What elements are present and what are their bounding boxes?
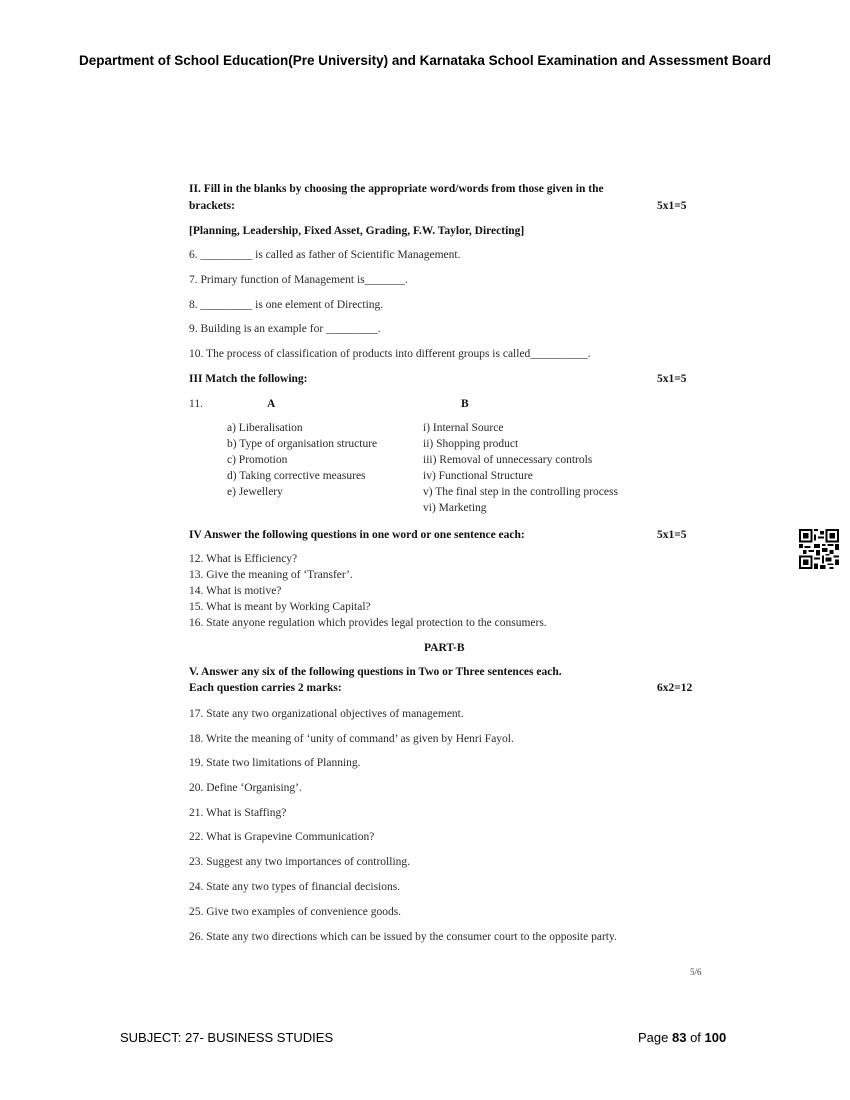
section5-title-line1: V. Answer any six of the following questions in Two or Three sentences each. xyxy=(189,666,562,678)
question-16: 16. State anyone regulation which provides legal protection to the consumers. xyxy=(189,617,547,629)
match-column-a-header: A xyxy=(267,398,276,410)
question-15: 15. What is meant by Working Capital? xyxy=(189,601,371,613)
section2-options: [Planning, Leadership, Fixed Asset, Grading, F.W. Taylor, Directing] xyxy=(189,225,525,237)
question-7: 7. Primary function of Management is_______. xyxy=(189,274,408,286)
question-18: 18. Write the meaning of ‘unity of command’ as given by Henri Fayol. xyxy=(189,733,514,745)
match-a-item: c) Promotion xyxy=(227,454,288,466)
footer-page-prefix: Page xyxy=(638,1030,672,1045)
section2-title-line2: brackets: xyxy=(189,200,235,212)
question-13: 13. Give the meaning of ‘Transfer’. xyxy=(189,569,353,581)
question-9: 9. Building is an example for _________. xyxy=(189,323,381,335)
section5-title-line2: Each question carries 2 marks: xyxy=(189,682,342,694)
part-b-heading: PART-B xyxy=(424,642,465,654)
footer-page-of: of xyxy=(686,1030,705,1045)
section4-title: IV Answer the following questions in one word or one sentence each: xyxy=(189,529,525,541)
question-14: 14. What is motive? xyxy=(189,585,282,597)
section3-marks: 5x1=5 xyxy=(657,373,687,385)
question-17: 17. State any two organizational objectives of management. xyxy=(189,708,464,720)
match-a-item: e) Jewellery xyxy=(227,486,283,498)
qr-code-icon xyxy=(799,529,839,569)
match-b-item: ii) Shopping product xyxy=(423,438,519,450)
match-b-item: i) Internal Source xyxy=(423,422,504,434)
match-a-item: a) Liberalisation xyxy=(227,422,303,434)
match-b-item: v) The final step in the controlling process xyxy=(423,486,618,498)
match-column-b-header: B xyxy=(461,398,469,410)
question-19: 19. State two limitations of Planning. xyxy=(189,757,361,769)
match-b-item: iv) Functional Structure xyxy=(423,470,533,482)
section3-title: III Match the following: xyxy=(189,373,308,385)
match-b-item: iii) Removal of unnecessary controls xyxy=(423,454,593,466)
question-10: 10. The process of classification of products into different groups is called__________. xyxy=(189,348,591,360)
footer-page-current: 83 xyxy=(671,1030,687,1045)
section4-marks: 5x1=5 xyxy=(657,529,687,541)
section5-marks: 6x2=12 xyxy=(657,682,693,694)
question-23: 23. Suggest any two importances of controlling. xyxy=(189,856,411,868)
footer-page-number xyxy=(638,1030,726,1045)
question-12: 12. What is Efficiency? xyxy=(189,553,298,565)
scan-page-number: 5/6 xyxy=(690,967,702,977)
question-6: 6. _________ is called as father of Scientific Management. xyxy=(189,249,461,261)
section2-marks: 5x1=5 xyxy=(657,200,687,212)
section2-title-line1: II. Fill in the blanks by choosing the appropriate word/words from those given in the xyxy=(189,183,604,195)
document-header: Department of School Education(Pre University) and Karnataka School Examination and Assessment Board xyxy=(79,53,771,68)
footer-page-total: 100 xyxy=(704,1030,727,1045)
question-8: 8. _________ is one element of Directing. xyxy=(189,299,384,311)
question-22: 22. What is Grapevine Communication? xyxy=(189,831,375,843)
question-11-number: 11. xyxy=(189,398,203,410)
match-b-item: vi) Marketing xyxy=(423,502,487,514)
question-20: 20. Define ‘Organising’. xyxy=(189,782,302,794)
footer-subject: SUBJECT: 27- BUSINESS STUDIES xyxy=(120,1030,334,1045)
question-21: 21. What is Staffing? xyxy=(189,807,287,819)
question-25: 25. Give two examples of convenience goods. xyxy=(189,906,402,918)
match-a-item: b) Type of organisation structure xyxy=(227,438,378,450)
question-24: 24. State any two types of financial decisions. xyxy=(189,881,401,893)
question-26: 26. State any two directions which can be issued by the consumer court to the opposite party. xyxy=(189,931,617,943)
match-a-item: d) Taking corrective measures xyxy=(227,470,366,482)
